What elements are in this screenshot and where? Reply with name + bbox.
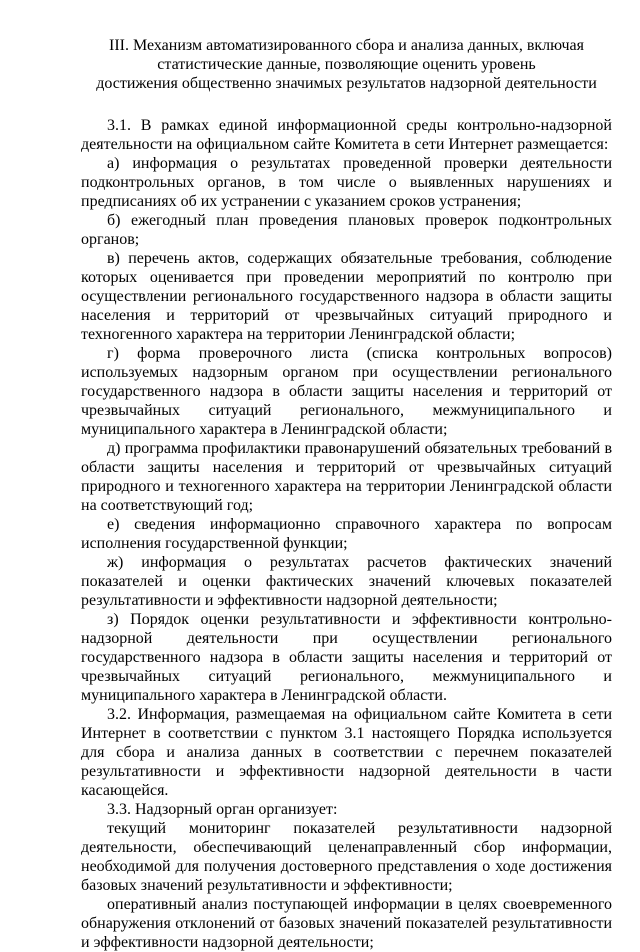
section-heading-line-1: III. Механизм автоматизированного сбора и анализа данных, включая — [109, 37, 584, 54]
paragraph-item-g: г) форма проверочного листа (списка контрольных вопросов) используемых надзорным органом при осуществлении регионального государственного надзора в области защиты населения и территорий от чрезвычайных ситуаций регионального, межмуниципального и муниципального характера в Ленинградской области; — [81, 345, 612, 438]
paragraph-3-1: 3.1. В рамках единой информационной среды контрольно-надзорной деятельности на официальном сайте Комитета в сети Интернет размещается: — [81, 117, 612, 153]
paragraph-monitoring: текущий мониторинг показателей результативности надзорной деятельности, обеспечивающий целенаправленный сбор информации, необходимой для получения достоверного представления о ходе достижения базовых значений результативности и эффективности; — [81, 820, 612, 894]
paragraph-item-e: е) сведения информационно справочного характера по вопросам исполнения государственной функции; — [81, 516, 612, 552]
section-heading-line-2: статистические данные, позволяющие оценить уровень — [157, 56, 536, 73]
section-heading-line-3: достижения общественно значимых результатов надзорной деятельности — [96, 75, 597, 92]
paragraph-item-z: з) Порядок оценки результативности и эффективности контрольно-надзорной деятельности при осуществлении регионального государственного надзора в области защиты населения и территорий от чрезвычайных ситуаций регионального, межмуниципального и муниципального характера в Ленинградской области. — [81, 611, 612, 704]
paragraph-item-zh: ж) информация о результатах расчетов фактических значений показателей и оценки фактических значений ключевых показателей результативности и эффективности надзорной деятельности; — [81, 554, 612, 609]
paragraph-item-b: б) ежегодный план проведения плановых проверок подконтрольных органов; — [81, 212, 612, 248]
paragraph-3-3: 3.3. Надзорный орган организует: — [107, 801, 338, 818]
paragraph-analysis: оперативный анализ поступающей информации в целях своевременного обнаружения отклонений от базовых значений показателей результативности и эффективности надзорной деятельности; — [81, 896, 612, 951]
paragraph-item-a: а) информация о результатах проведенной проверки деятельности подконтрольных органов, в том числе о выявленных нарушениях и предписаниях об их устранении с указанием сроков устранения; — [81, 155, 612, 210]
paragraph-item-v: в) перечень актов, содержащих обязательные требования, соблюдение которых оценивается при проведении мероприятий по контролю при осуществлении регионального государственного надзора в области защиты населения и территорий от чрезвычайных ситуаций природного и техногенного характера на территории Ленинградской области; — [81, 250, 612, 343]
section-heading — [81, 36, 612, 93]
paragraph-3-2: 3.2. Информация, размещаемая на официальном сайте Комитета в сети Интернет в соответствии с пунктом 3.1 настоящего Порядка используется для сбора и анализа данных в соответствии с перечнем показателей результативности и эффективности надзорной деятельности в части касающейся. — [81, 706, 612, 799]
paragraph-item-d: д) программа профилактики правонарушений обязательных требований в области защиты населения и территорий от чрезвычайных ситуаций природного и техногенного характера на территории Ленинградской области на соответствующий год; — [81, 440, 612, 514]
